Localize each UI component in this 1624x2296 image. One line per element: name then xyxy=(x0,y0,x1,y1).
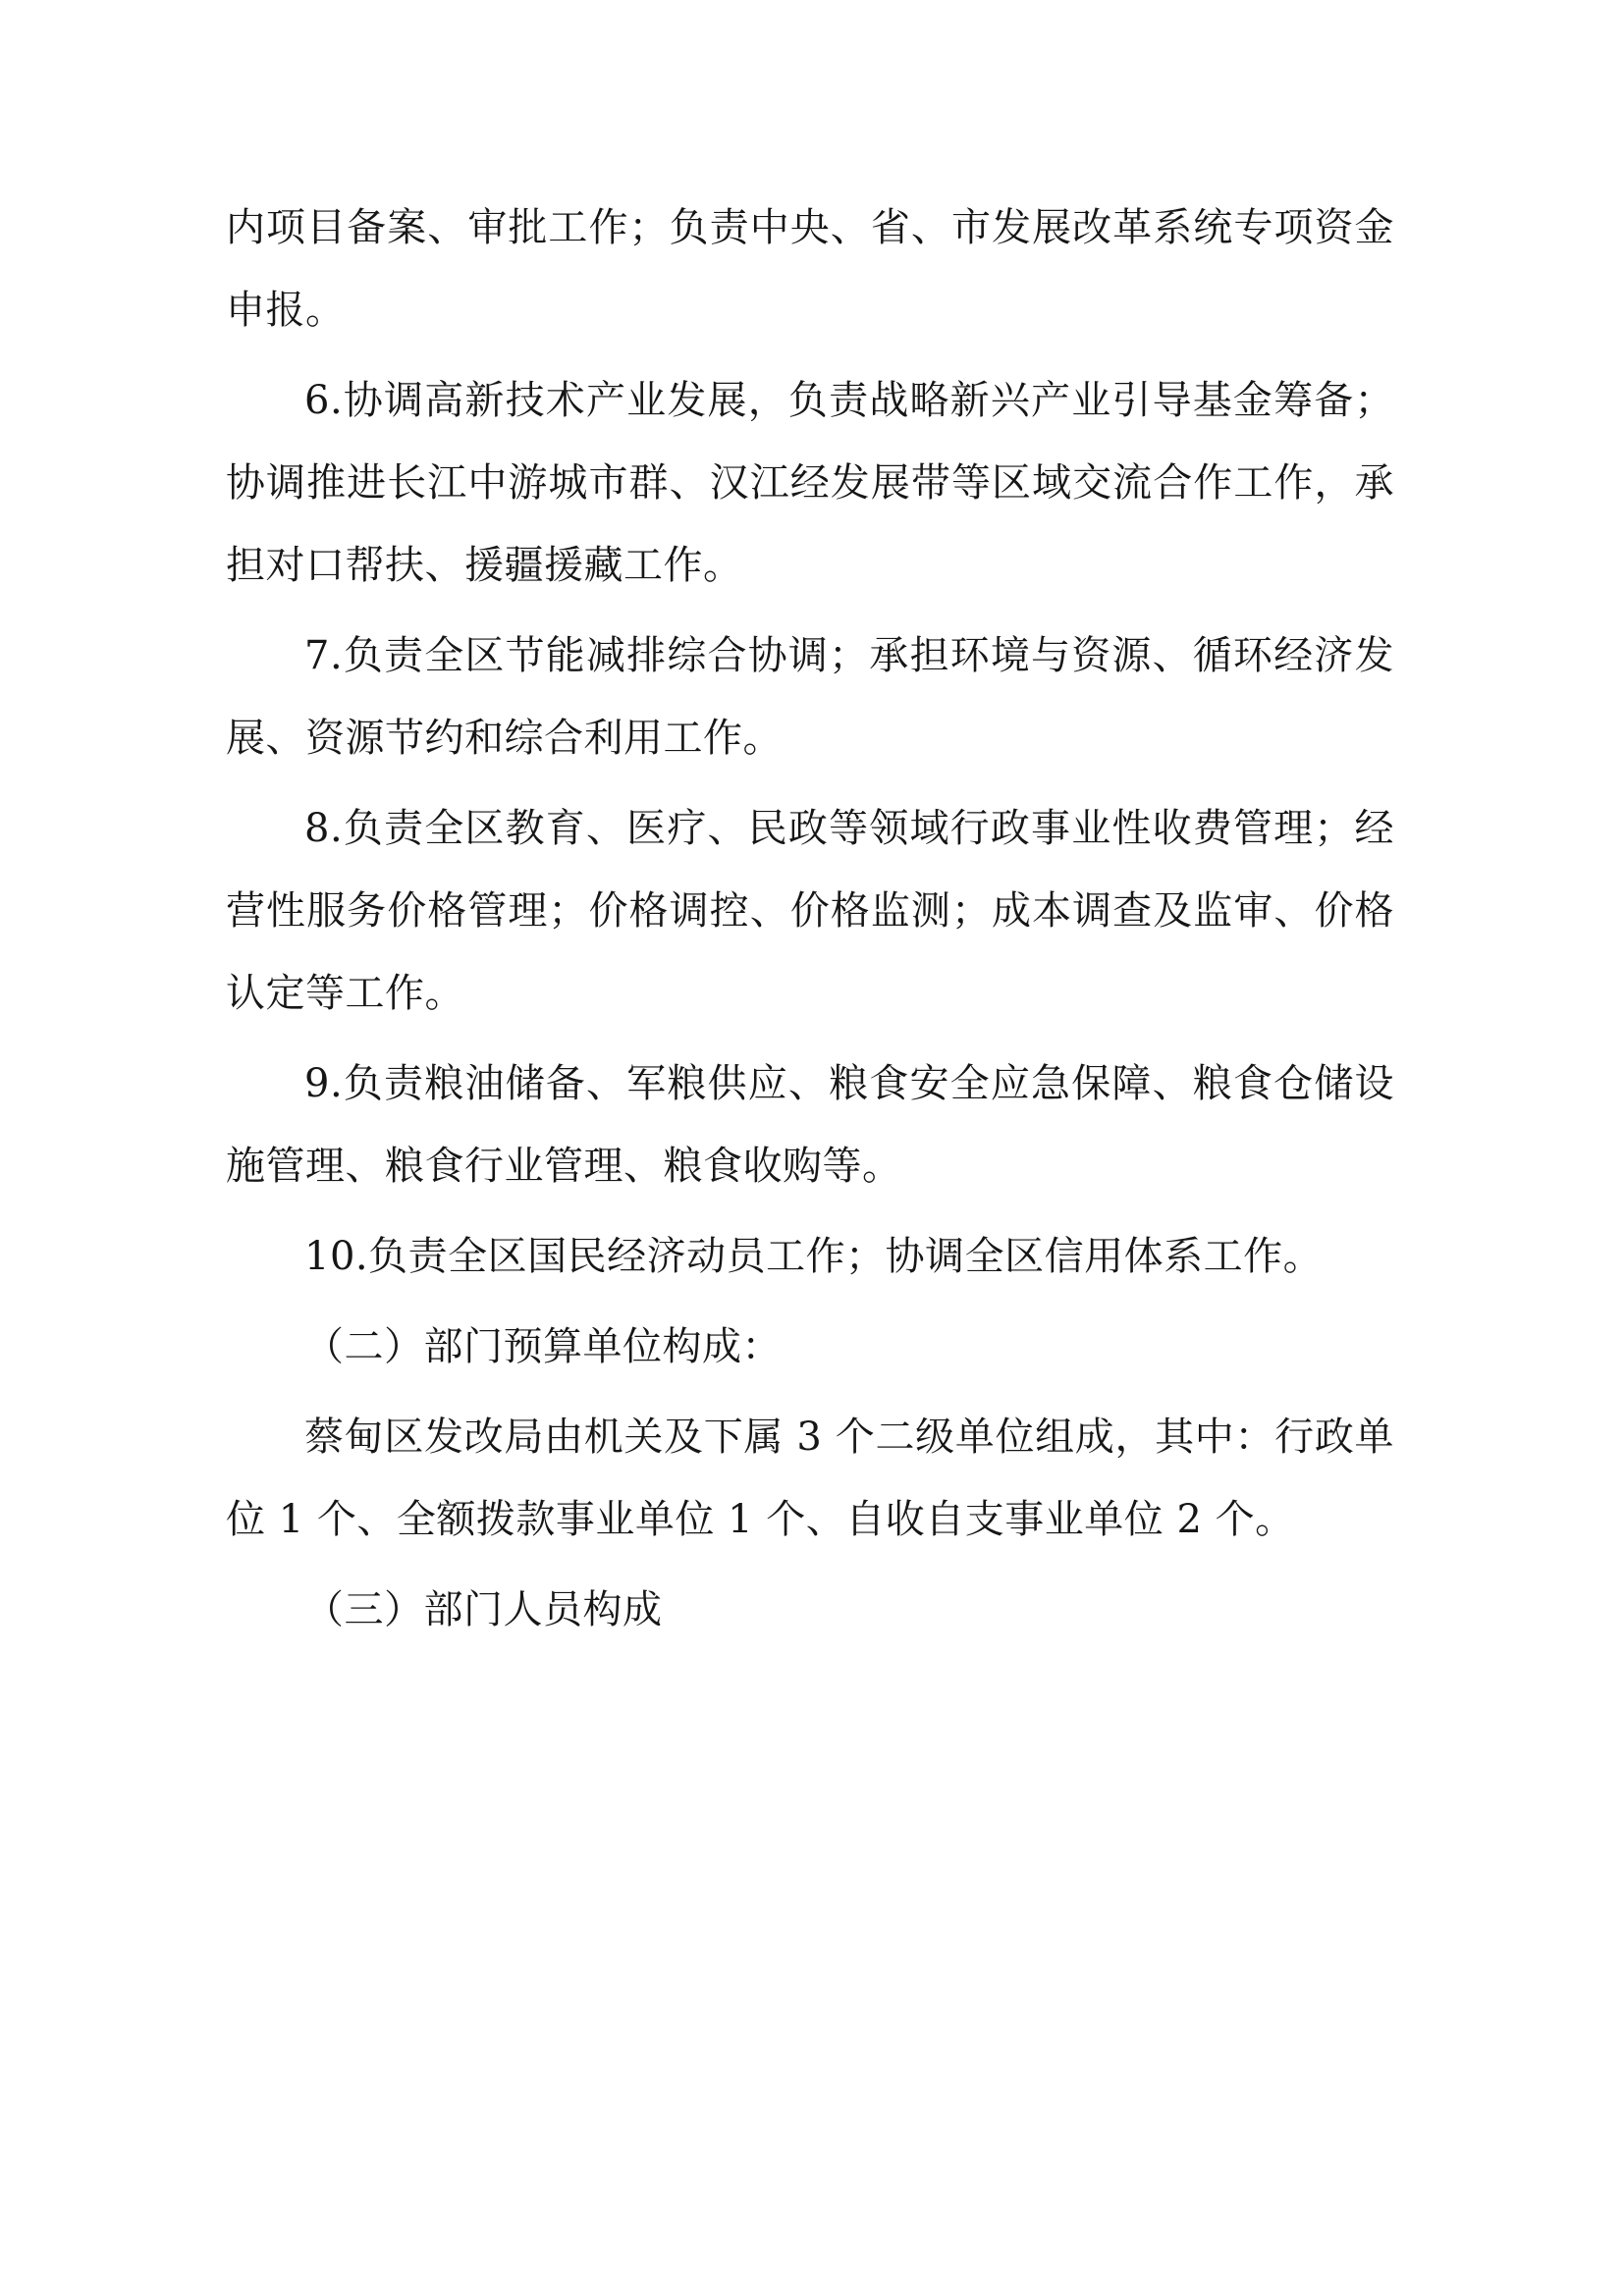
paragraph-spacer xyxy=(226,1035,1394,1042)
paragraph-budget-unit-composition-body: 蔡甸区发改局由机关及下属 3 个二级单位组成，其中：行政单位 1 个、全额拨款事业单位 1 个、自收自支事业单位 2 个。 xyxy=(226,1415,1394,1542)
paragraph-item-8: 8.负责全区教育、医疗、民政等领域行政事业性收费管理；经营性服务价格管理；价格调控、价格监测；成本调查及监审、价格认定等工作。 xyxy=(226,806,1394,1016)
heading-personnel-composition: （三）部门人员构成 xyxy=(304,1587,663,1632)
paragraph-item-6: 6.协调高新技术产业发展，负责战略新兴产业引导基金筹备；协调推进长江中游城市群、汉江经发展带等区域交流合作工作，承担对口帮扶、援疆援藏工作。 xyxy=(226,378,1394,588)
document-body xyxy=(226,187,1394,1651)
paragraph-item-7: 7.负责全区节能减排综合协调；承担环境与资源、循环经济发展、资源节约和综合利用工作。 xyxy=(226,633,1394,761)
paragraph-spacer xyxy=(226,779,1394,787)
heading-budget-unit-composition: （二）部门预算单位构成： xyxy=(304,1324,782,1369)
paragraph-spacer xyxy=(226,1388,1394,1396)
paragraph-item-9: 9.负责粮油储备、军粮供应、粮食安全应急保障、粮食仓储设施管理、粮食行业管理、粮食收购等。 xyxy=(226,1061,1394,1189)
paragraph-continued: 内项目备案、审批工作；负责中央、省、市发展改革系统专项资金申报。 xyxy=(226,205,1394,333)
paragraph-spacer xyxy=(226,1561,1394,1569)
paragraph-spacer xyxy=(226,607,1394,614)
paragraph-spacer xyxy=(226,351,1394,359)
paragraph-item-10: 10.负责全区国民经济动员工作；协调全区信用体系工作。 xyxy=(304,1234,1324,1279)
paragraph-spacer xyxy=(226,1207,1394,1215)
paragraph-spacer xyxy=(226,1298,1394,1306)
